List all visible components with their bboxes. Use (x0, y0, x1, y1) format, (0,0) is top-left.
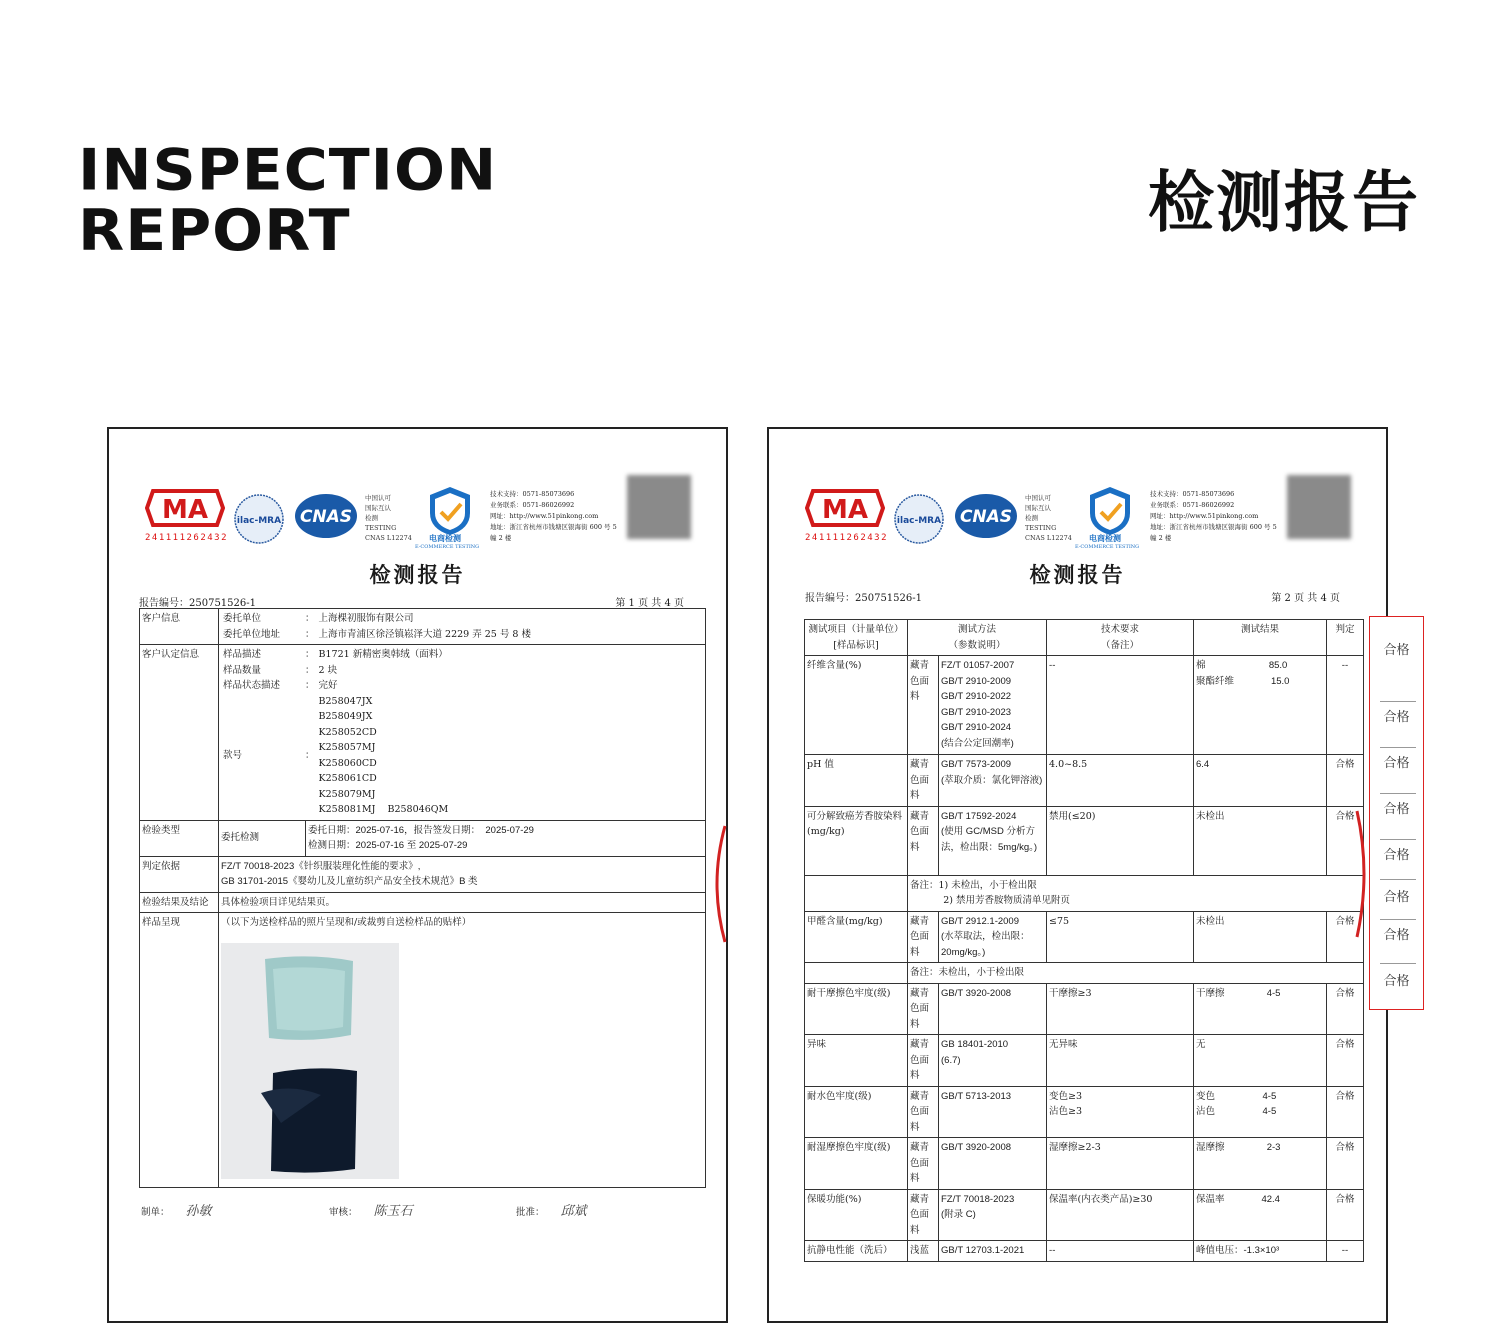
cell-sample: 藏青色面料 (908, 1189, 939, 1241)
cell-sample: 藏青色面料 (908, 911, 939, 963)
cell-result: 未检出 (1194, 806, 1327, 875)
ecommerce-testing-label: 电商检测 E-COMMERCE TESTING (415, 533, 480, 550)
cell-req: 干摩擦≥3 (1047, 983, 1194, 1035)
svg-text:ilac-MRA: ilac-MRA (236, 516, 282, 526)
cma-number: 241111262432 (145, 533, 229, 543)
cell-method: GB/T 7573-2009 (萃取介质：氯化钾溶液) (939, 755, 1047, 807)
cell-result: 无 (1194, 1035, 1327, 1087)
verdict-divider (1380, 919, 1416, 920)
cell-result: 未检出 (1194, 911, 1327, 963)
cell-result: 峰值电压：-1.3×10³ (1194, 1241, 1327, 1262)
verdict-callout-item: 合格 (1383, 643, 1410, 658)
cell-result: 保温率 42.4 (1194, 1189, 1327, 1241)
qr-code-blurred (1287, 475, 1351, 539)
table-row: 判定依据 FZ/T 70018-2023《针织服装理化性能的要求》, GB 31701-2015《婴幼儿及儿童纺织产品安全技术规范》B 类 (140, 856, 706, 892)
report-number: 报告编号：250751526-1 (139, 598, 257, 609)
table-row (805, 1189, 1364, 1241)
table-note-row (805, 963, 1364, 984)
table-note-row (805, 875, 1364, 911)
cell-req: 保温率(内衣类产品)≥30 (1047, 1189, 1194, 1241)
report-info-table (139, 608, 706, 1188)
ecommerce-testing-label: 电商检测 E-COMMERCE TESTING (1075, 533, 1140, 550)
document-title: 检测报告 (369, 563, 466, 587)
logo-bar (145, 475, 705, 550)
verdict-callout-item: 合格 (1383, 974, 1410, 989)
approver-signature: 批准： 邱斌 (516, 1204, 587, 1219)
table-row: 检验结果及结论 具体检验项目详见结果页。 (140, 892, 706, 913)
cell-result: 湿摩擦 2-3 (1194, 1138, 1327, 1190)
cnas-logo-icon (293, 491, 359, 541)
cell-req: 4.0~8.5 (1047, 755, 1194, 807)
table-row (805, 656, 1364, 755)
lab-contact-info: 技术支持：0571-85073696 业务联系：0571-86026992 网址：http://www.51pinkong.com 地址：浙江省杭州市钱塘区银海街 600 号 5 幢 2 楼 (490, 490, 617, 542)
cell-sample: 藏青色面料 (908, 806, 939, 875)
cell-verdict: 合格 (1327, 755, 1364, 807)
cell-sample: 藏青色面料 (908, 656, 939, 755)
verdict-divider (1380, 839, 1416, 840)
cell-req: 湿摩擦≥2-3 (1047, 1138, 1194, 1190)
cell-item: 甲醛含量(mg/kg) (805, 911, 908, 963)
table-header-row: 测试项目（计量单位） [样品标识] 测试方法 （参数说明） 技术要求 （备注） 测试结果 判定 (805, 620, 1364, 656)
cell-req: 禁用(≤20) (1047, 806, 1194, 875)
report-page-2 (767, 427, 1388, 1323)
table-row: 样品呈现 （以下为送检样品的照片呈现和/或裁剪自送检样品的贴样） (140, 913, 706, 1188)
style-number-list: B258047JX B258049JX K258052CD K258057MJ K258060CD K258061CD K258079MJ K258081MJ B258046QM (318, 695, 449, 815)
cell-verdict: 合格 (1327, 1189, 1364, 1241)
table-row: 客户信息 委托单位 ： 上海棵初服饰有限公司 委托单位地址 ： 上海市青浦区徐泾镇崧泽大道 2229 弄 25 号 8 楼 (140, 609, 706, 645)
cma-number: 241111262432 (805, 533, 889, 543)
cell-sample: 藏青色面料 (908, 1035, 939, 1087)
cell-item: pH 值 (805, 755, 908, 807)
table-row (805, 1086, 1364, 1138)
cell-method: GB/T 17592-2024 (使用 GC/MSD 分析方法，检出限：5mg/kg。) (939, 806, 1047, 875)
table-note: 备注：1) 未检出，小于检出限 2) 禁用芳香胺物质清单见附页 (908, 875, 1364, 911)
cell-result: 棉 85.0 聚酯纤维 15.0 (1194, 656, 1327, 755)
cell-item: 耐水色牢度(级) (805, 1086, 908, 1138)
page-indicator: 第 1 页 共 4 页 (615, 598, 684, 609)
cell-item: 可分解致癌芳香胺染料(mg/kg) (805, 806, 908, 875)
cell-method: GB/T 3920-2008 (939, 1138, 1047, 1190)
cnas-logo-icon (953, 491, 1019, 541)
cell-method: GB/T 5713-2013 (939, 1086, 1047, 1138)
cma-logo-icon (145, 487, 225, 529)
table-row (805, 1035, 1364, 1087)
hero-title-cn: 检测报告 (1148, 164, 1420, 241)
cnas-description: 中国认可 国际互认 检测 TESTING CNAS L12274 (1025, 494, 1072, 542)
svg-text:MA: MA (822, 495, 868, 525)
verdict-callout-item: 合格 (1383, 890, 1410, 905)
verdict-callout-item: 合格 (1383, 802, 1410, 817)
document-title: 检测报告 (1029, 563, 1126, 587)
page-indicator: 第 2 页 共 4 页 (1271, 593, 1340, 604)
cell-method: GB/T 3920-2008 (939, 983, 1047, 1035)
maker-signature: 制单： 孙敏 (141, 1204, 212, 1219)
table-row: 客户认定信息 样品描述 ： B1721 新精密奥韩绒（面料） 样品数量 ： 2 块 样品状态描述 ： 完好 款号 ： B258047JX B258049JX K258052CD K258057MJ K258060CD K258061CD K258079MJ K258081MJ B258046QM (140, 645, 706, 821)
verdict-divider (1380, 747, 1416, 748)
cell-sample: 藏青色面料 (908, 983, 939, 1035)
cell-method: FZ/T 01057-2007 GB/T 2910-2009 GB/T 2910-2022 GB/T 2910-2023 GB/T 2910-2024 (结合公定回潮率) (939, 656, 1047, 755)
cell-item: 耐干摩擦色牢度(级) (805, 983, 908, 1035)
verdict-callout-item: 合格 (1383, 756, 1410, 771)
table-row (805, 755, 1364, 807)
cell-verdict: 合格 (1327, 806, 1364, 875)
cma-logo-icon (805, 487, 885, 529)
table-row (805, 806, 1364, 875)
svg-text:CNAS: CNAS (299, 507, 353, 527)
table-row: 检验类型 委托检测 委托日期：2025-07-16，报告签发日期： 2025-07-29 检测日期：2025-07-16 至 2025-07-29 (140, 820, 706, 856)
verdict-divider (1380, 701, 1416, 702)
reviewer-signature: 审核： 陈玉石 (329, 1204, 413, 1219)
table-row (805, 1138, 1364, 1190)
cnas-description: 中国认可 国际互认 检测 TESTING CNAS L12274 (365, 494, 412, 542)
cell-item: 异味 (805, 1035, 908, 1087)
table-note: 备注：未检出，小于检出限 (908, 963, 1364, 984)
table-row (805, 1241, 1364, 1262)
svg-text:ilac-MRA: ilac-MRA (896, 516, 942, 526)
lab-contact-info: 技术支持：0571-85073696 业务联系：0571-86026992 网址：http://www.51pinkong.com 地址：浙江省杭州市钱塘区银海街 600 号 5 幢 2 楼 (1150, 490, 1277, 542)
cell-method: GB/T 12703.1-2021 (939, 1241, 1047, 1262)
ilac-mra-logo-icon (233, 493, 285, 545)
cell-req: -- (1047, 656, 1194, 755)
cell-result: 干摩擦 4-5 (1194, 983, 1327, 1035)
hero-title-line2: REPORT (78, 197, 351, 265)
ilac-mra-logo-icon (893, 493, 945, 545)
qr-code-blurred (627, 475, 691, 539)
cell-sample: 浅蓝 (908, 1241, 939, 1262)
svg-text:MA: MA (162, 495, 208, 525)
verdict-callout-item: 合格 (1383, 848, 1410, 863)
cell-method: GB 18401-2010 (6.7) (939, 1035, 1047, 1087)
table-row (805, 983, 1364, 1035)
cell-item: 抗静电性能（洗后） (805, 1241, 908, 1262)
cell-sample: 藏青色面料 (908, 1138, 939, 1190)
cell-sample: 藏青色面料 (908, 1086, 939, 1138)
cell-req: -- (1047, 1241, 1194, 1262)
cell-item: 保暖功能(%) (805, 1189, 908, 1241)
cell-item: 纤维含量(%) (805, 656, 908, 755)
cell-sample: 藏青色面料 (908, 755, 939, 807)
logo-bar (805, 475, 1365, 550)
table-row (805, 911, 1364, 963)
svg-text:CNAS: CNAS (959, 507, 1013, 527)
cell-method: GB/T 2912.1-2009 (水萃取法，检出限：20mg/kg。) (939, 911, 1047, 963)
verdict-divider (1380, 793, 1416, 794)
cell-verdict: 合格 (1327, 1035, 1364, 1087)
cell-verdict: 合格 (1327, 983, 1364, 1035)
cell-verdict: 合格 (1327, 1138, 1364, 1190)
test-results-table (804, 619, 1364, 1262)
report-number: 报告编号：250751526-1 (805, 593, 923, 604)
cell-result: 变色 4-5 沾色 4-5 (1194, 1086, 1327, 1138)
cell-result: 6.4 (1194, 755, 1327, 807)
report-page-1 (107, 427, 728, 1323)
verdict-divider (1380, 879, 1416, 880)
verdict-callout (1369, 616, 1424, 1010)
cell-verdict: 合格 (1327, 911, 1364, 963)
cell-req: 变色≥3 沾色≥3 (1047, 1086, 1194, 1138)
cell-verdict: 合格 (1327, 1086, 1364, 1138)
cell-verdict: -- (1327, 1241, 1364, 1262)
fabric-samples-image (221, 943, 399, 1179)
cell-method: FZ/T 70018-2023 (附录 C) (939, 1189, 1047, 1241)
red-stamp-icon (707, 824, 727, 944)
sample-photo (221, 943, 399, 1179)
hero-title-en (78, 137, 498, 265)
cell-req: 无异味 (1047, 1035, 1194, 1087)
cell-req: ≤75 (1047, 911, 1194, 963)
hero-title-line1: INSPECTION (78, 137, 498, 204)
verdict-divider (1380, 963, 1416, 964)
cell-verdict: -- (1327, 656, 1364, 755)
cell-item: 耐湿摩擦色牢度(级) (805, 1138, 908, 1190)
verdict-callout-item: 合格 (1383, 928, 1410, 943)
verdict-callout-item: 合格 (1383, 710, 1410, 725)
